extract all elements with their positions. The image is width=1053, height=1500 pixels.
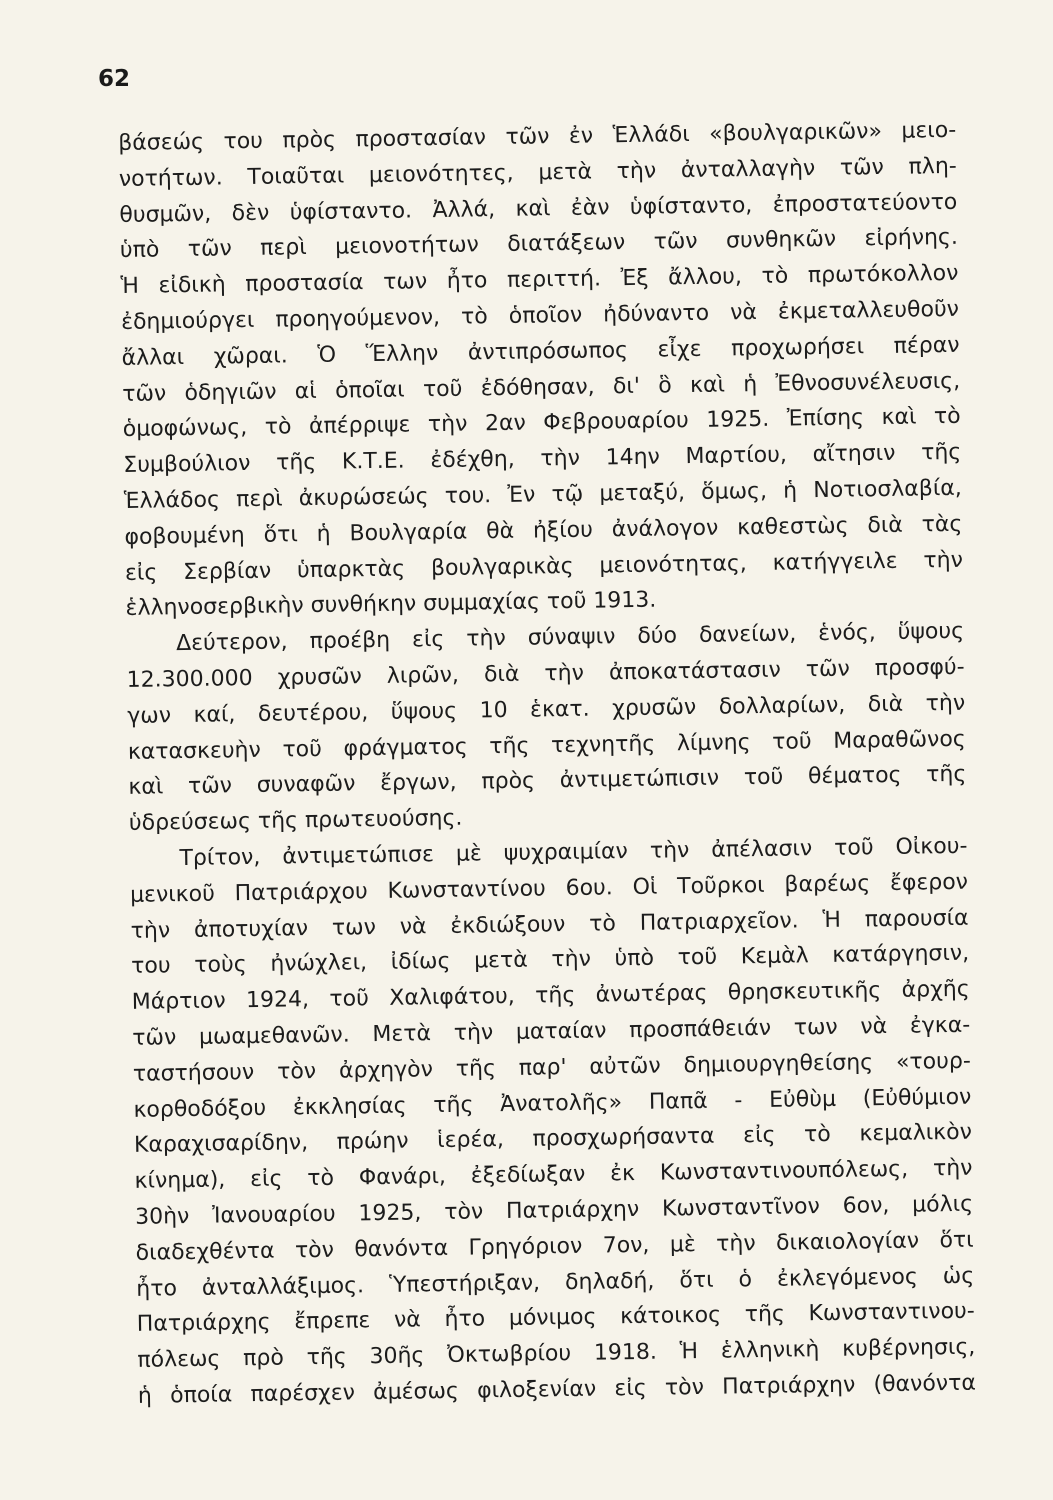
text-line: κίνημα), εἰς τὸ Φανάρι, ἐξεδίωξαν ἐκ Κωνσταντινουπόλεως, τὴν [134,1155,973,1194]
text-line: νοτήτων. Τοιαῦται μειονότητες, μετὰ τὴν ἀνταλλαγὴν τῶν πλη- [118,153,957,192]
text-line: τῶν μωαμεθανῶν. Μετὰ τὴν ματαίαν προσπάθειάν των νὰ ἐγκα- [132,1012,971,1051]
text-line: 30ὴν Ἰανουαρίου 1925, τὸν Πατριάρχην Κωνσταντῖνον 6ον, μόλις [134,1191,974,1230]
text-line: ἦτο ἀνταλλάξιμος. Ὑπεστήριξαν, δηλαδή, ὅτι ὁ ἐκλεγόμενος ὡς [136,1263,975,1302]
text-line: Καραχισαρίδην, πρώην ἱερέα, προσχωρήσαντα εἰς τὸ κεμαλικὸν [133,1120,973,1159]
text-line: Δεύτερον, προέβη εἰς τὴν σύναψιν δύο δανείων, ἑνός, ὕψους [175,618,965,657]
text-line: κατασκευὴν τοῦ φράγματος τῆς τεχνητῆς λίμνης τοῦ Μαραθῶνος [127,726,966,765]
text-line: τῶν ὁδηγιῶν αἱ ὁποῖαι τοῦ ἐδόθησαν, δι' ὃ καὶ ἡ Ἐθνοσυνέλευσις, [122,368,961,407]
text-line: φοβουμένη ὅτι ἡ Βουλγαρία θὰ ἠξίου ἀνάλογον καθεστὼς διὰ τὰς [124,511,963,550]
text-line: βάσεώς του πρὸς προστασίαν τῶν ἐν Ἑλλάδι «βουλγαρικῶν» μειο- [118,117,957,156]
text-line: εἰς Σερβίαν ὑπαρκτὰς βουλγαρικὰς μειονότητας, κατήγγειλε τὴν [124,547,964,586]
text-line: τὴν ἀποτυχίαν των νὰ ἐκδιώξουν τὸ Πατριαρχεῖον. Ἡ παρουσία [130,905,969,944]
text-line: ἡ ὁποία παρέσχεν ἀμέσως φιλοξενίαν εἰς τὸν Πατριάρχην (θανόντα [137,1370,977,1409]
text-line: μενικοῦ Πατριάρχου Κωνσταντίνου 6ου. Οἱ Τοῦρκοι βαρέως ἔφερον [129,869,969,908]
text-line: ταστήσουν τὸν ἀρχηγὸν τῆς παρ' αὐτῶν δημιουργηθείσης «τουρ- [132,1048,971,1087]
text-line: ὑπὸ τῶν περὶ μειονοτήτων διατάξεων τῶν συνθηκῶν εἰρήνης. [119,225,959,264]
text-line: καὶ τῶν συναφῶν ἔργων, πρὸς ἀντιμετώπισιν τοῦ θέματος τῆς [128,762,967,801]
text-line: ὁμοφώνως, τὸ ἀπέρριψε τὴν 2αν Φεβρουαρίου 1925. Ἐπίσης καὶ τὸ [122,404,961,443]
page-number: 62 [98,66,131,92]
text-line: Τρίτον, ἀντιμετώπισε μὲ ψυχραιμίαν τὴν ἀπέλασιν τοῦ Οἰκου- [179,833,968,872]
body-text [118,113,976,1415]
text-line: θυσμῶν, δὲν ὑφίσταντο. Ἀλλά, καὶ ἐὰν ὑφίσταντο, ἐπροστατεύοντο [119,189,958,228]
text-line: κορθοδόξου ἐκκλησίας τῆς Ἀνατολῆς» Παπᾶ - Εὐθὺμ (Εὐθύμιον [133,1084,972,1123]
text-line: Πατριάρχης ἔπρεπε νὰ ἦτο μόνιμος κάτοικος τῆς Κωνσταντινου- [136,1298,975,1338]
text-line: Συμβούλιον τῆς Κ.Τ.Ε. ἐδέχθη, τὴν 14ην Μαρτίου, αἴτησιν τῆς [123,439,962,479]
text-line: Ἡ εἰδικὴ προστασία των ἦτο περιττή. Ἐξ ἄλλου, τὸ πρωτόκολλον [120,261,959,300]
text-line: ὑδρεύσεως τῆς πρωτευούσης. [128,805,463,837]
text-line: Ἑλλάδος περὶ ἀκυρώσεώς του. Ἐν τῷ μεταξύ, ὅμως, ἡ Νοτιοσλαβία, [123,475,962,514]
text-line: γων καί, δευτέρου, ὕψους 10 ἑκατ. χρυσῶν δολλαρίων, διὰ τὴν [127,690,966,729]
text-line: ἐδημιούργει προηγούμενον, τὸ ὁποῖον ἠδύναντο νὰ ἐκμεταλλευθοῦν [120,296,960,335]
text-line: Μάρτιον 1924, τοῦ Χαλιφάτου, τῆς ἀνωτέρας θρησκευτικῆς ἀρχῆς [131,976,970,1016]
text-line: ἑλληνοσερβικὴν συνθήκην συμμαχίας τοῦ 1913. [125,587,657,622]
text-line: ἄλλαι χῶραι. Ὁ Ἕλλην ἀντιπρόσωπος εἶχε προχωρήσει πέραν [121,332,960,371]
text-line: 12.300.000 χρυσῶν λιρῶν, διὰ τὴν ἀποκατάστασιν τῶν προσφύ- [126,654,965,693]
text-line: του τοὺς ἠνώχλει, ἰδίως μετὰ τὴν ὑπὸ τοῦ Κεμὰλ κατάργησιν, [131,941,970,980]
text-line: διαδεχθέντα τὸν θανόντα Γρηγόριον 7ον, μὲ τὴν δικαιολογίαν ὅτι [135,1227,974,1266]
text-line: πόλεως πρὸ τῆς 30ῆς Ὀκτωβρίου 1918. Ἡ ἑλληνικὴ κυβέρνησις, [137,1334,976,1373]
